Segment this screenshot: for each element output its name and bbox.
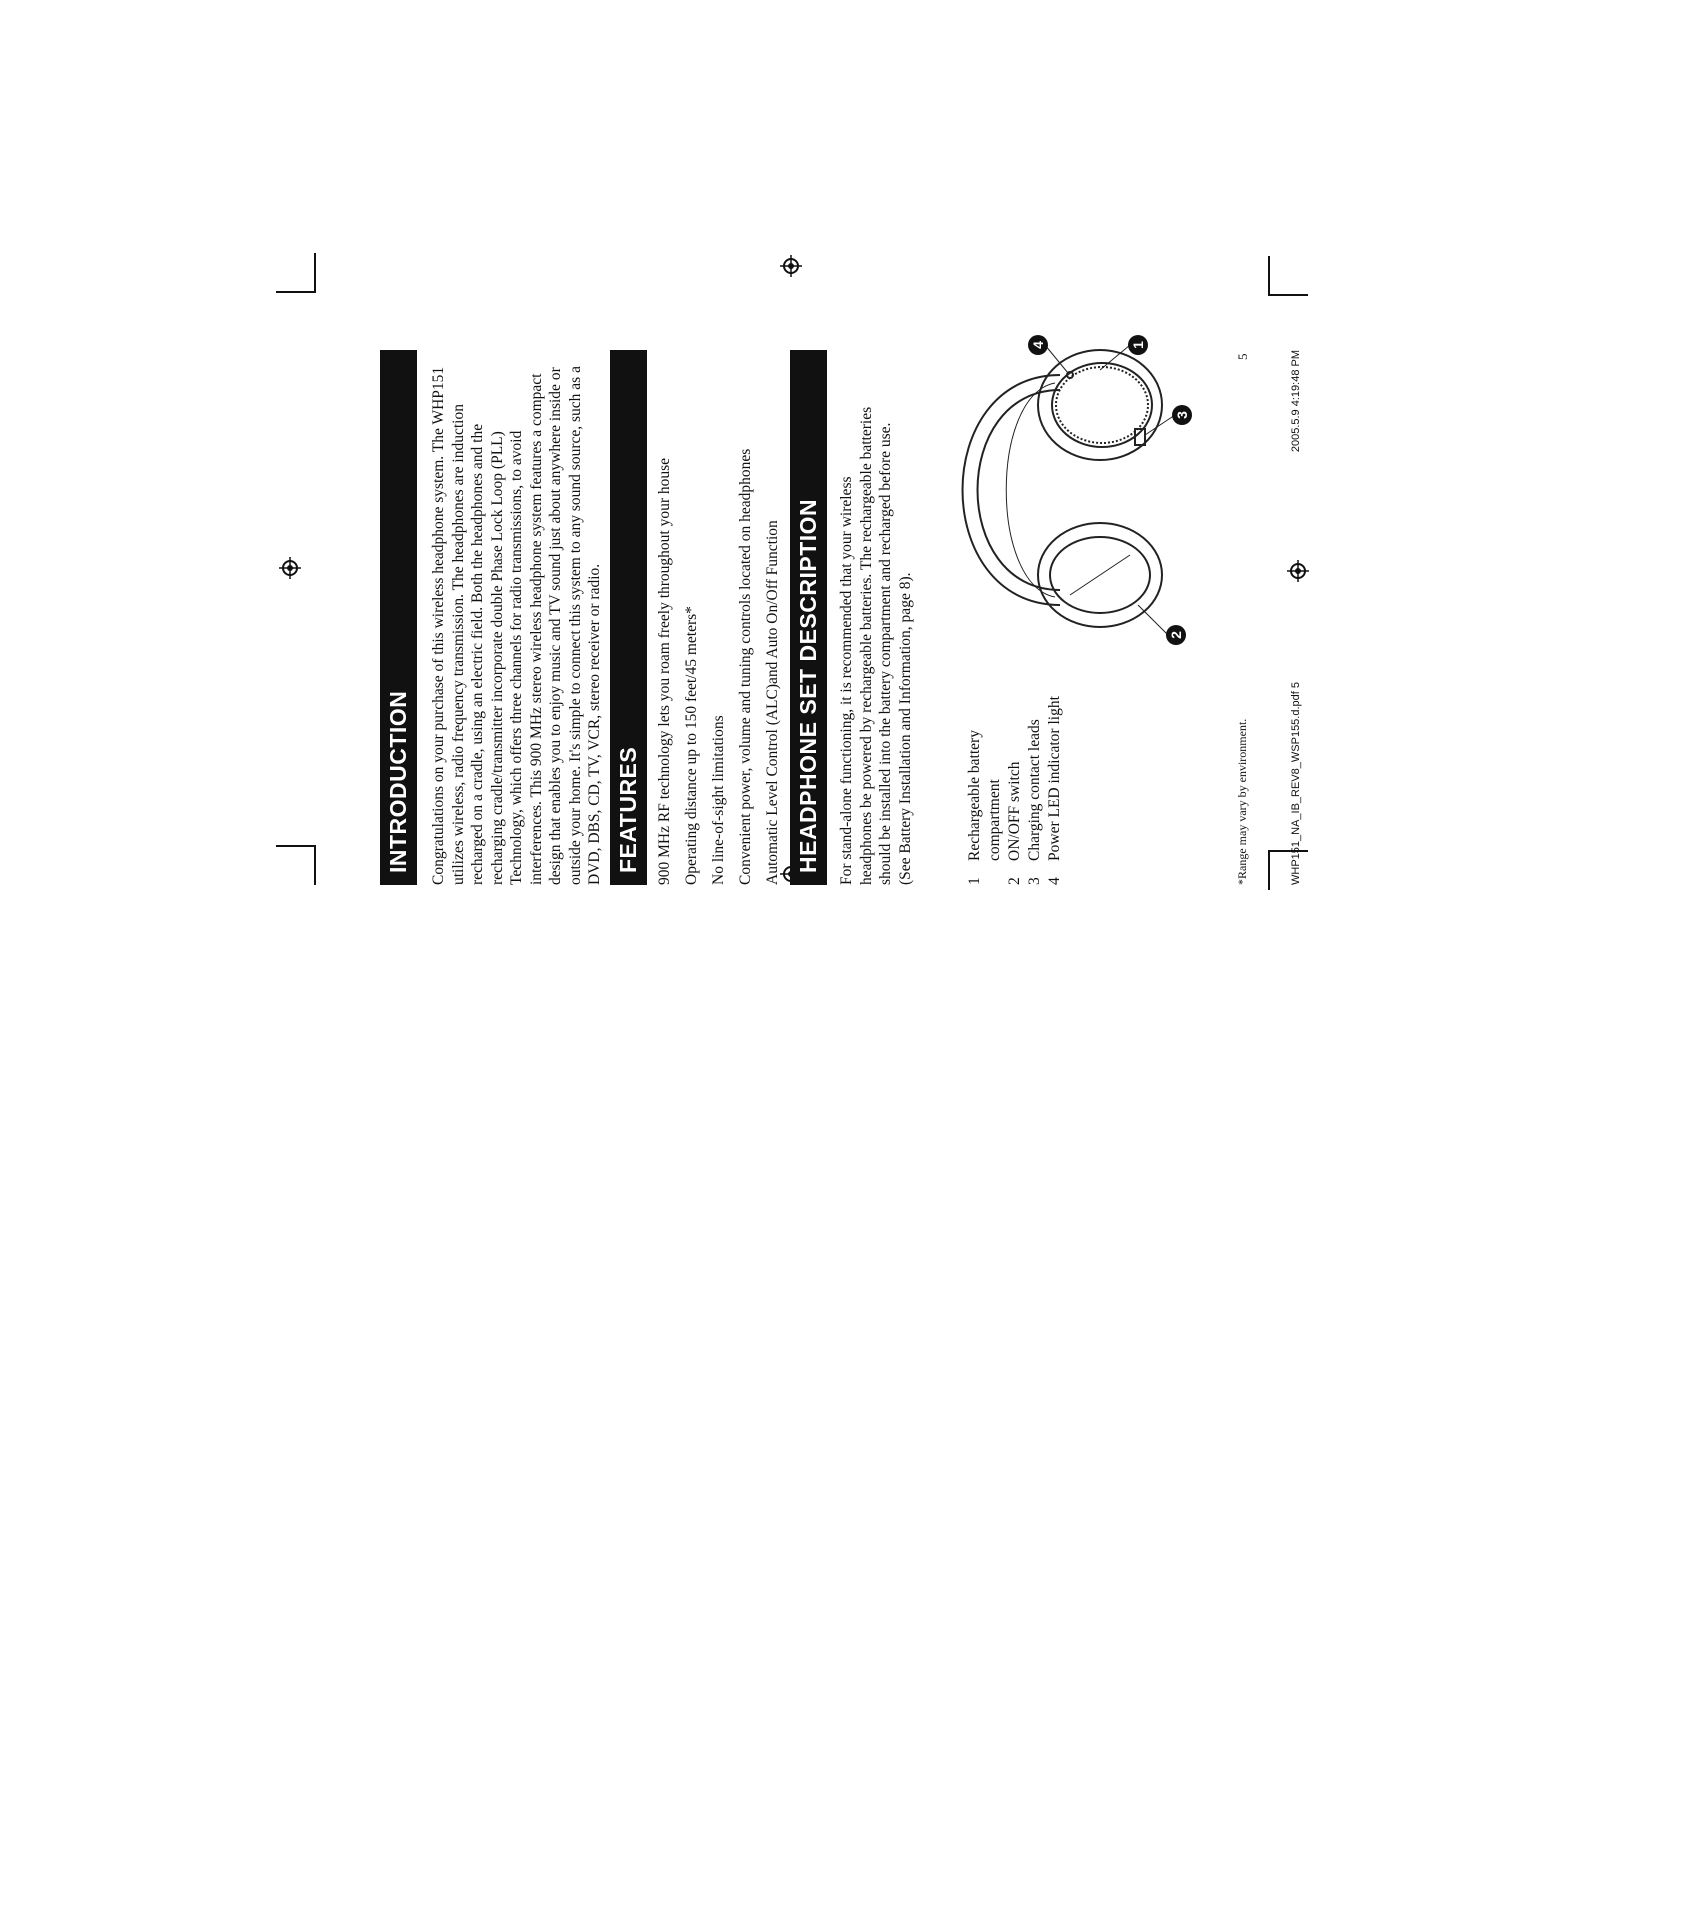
feature-item: Convenient power, volume and tuning controls located on headphones bbox=[737, 448, 754, 885]
footnote: *Range may vary by environment. bbox=[1235, 718, 1249, 885]
page bbox=[380, 341, 1250, 1905]
part-label: Rechargeable battery compartment bbox=[966, 730, 1003, 861]
registration-mark-icon bbox=[780, 255, 802, 277]
callout-4 bbox=[1028, 335, 1068, 373]
part-number: 1 bbox=[966, 877, 983, 885]
part-label: Charging contact leads bbox=[1026, 719, 1043, 861]
svg-text:1: 1 bbox=[1130, 341, 1146, 349]
headphone-set-text: For stand-alone functioning, it is recommended that your wireless headphones be powered by rechargeable batteries. The rechargeable batteries should be installed into the battery compartment and recharged before use. (See Battery Installation and Information, page 8). bbox=[838, 406, 914, 885]
part-label: ON/OFF switch bbox=[1006, 761, 1023, 861]
svg-text:3: 3 bbox=[1174, 411, 1190, 419]
svg-text:2: 2 bbox=[1168, 631, 1184, 639]
list-item bbox=[1025, 665, 1045, 885]
page-content bbox=[380, 341, 1400, 885]
features-list bbox=[651, 350, 786, 885]
part-number: 3 bbox=[1026, 877, 1043, 885]
headphone-set-heading: HEADPHONE SET DESCRIPTION bbox=[790, 350, 827, 885]
part-number: 4 bbox=[1046, 877, 1063, 885]
crop-mark bbox=[314, 253, 316, 293]
list-item bbox=[1005, 665, 1025, 885]
part-number: 2 bbox=[1006, 877, 1023, 885]
feature-item: Operating distance up to 150 feet/45 meters* bbox=[683, 606, 700, 885]
crop-mark bbox=[276, 291, 316, 293]
registration-mark-icon bbox=[279, 557, 301, 579]
slug-file: WHP151_NA_IB_REV8_WSP155.d.pdf 5 bbox=[1290, 681, 1302, 885]
introduction-heading: INTRODUCTION bbox=[380, 350, 417, 885]
slug-timestamp: 2005.5.9 4:19:48 PM bbox=[1290, 350, 1302, 453]
introduction-text: Congratulations on your purchase of this wireless headphone system. The WHP151 utilizes wireless, radio frequency transmission. The headphones are induction recharged on a cradle, using an electric field. Both the headphones and the recharging cradle/transmitter incorporate double Phase Lock Loop (PLL) Technology, which offers three channels for radio transmissions, to avoid interferences. This 900 MHz stereo wireless headphone system features a compact design that enables you to enjoy music and TV sound just about anywhere inside or outside your home. It's simple to connect this system to any sound source, such as a DVD, DBS, CD, TV, VCR, stereo receiver or radio. bbox=[430, 366, 603, 885]
features-section bbox=[610, 350, 786, 885]
features-heading: FEATURES bbox=[610, 350, 647, 885]
svg-text:4: 4 bbox=[1030, 341, 1046, 349]
crop-mark bbox=[1268, 256, 1270, 296]
crop-mark bbox=[276, 845, 316, 847]
parts-list bbox=[965, 665, 1065, 885]
slug-line bbox=[1290, 350, 1310, 885]
feature-item: Automatic Level Control (ALC)and Auto On/Off Function bbox=[764, 520, 781, 885]
introduction-section bbox=[380, 350, 605, 885]
page-number: 5 bbox=[1235, 353, 1250, 360]
list-item bbox=[1045, 665, 1065, 885]
crop-mark bbox=[314, 845, 316, 885]
list-item bbox=[965, 665, 1005, 885]
feature-item: 900 MHz RF technology lets you roam freely throughout your house bbox=[656, 457, 673, 885]
part-label: Power LED indicator light bbox=[1046, 696, 1063, 861]
crop-mark bbox=[1268, 294, 1308, 296]
headphones-illustration-icon bbox=[870, 335, 1200, 645]
feature-item: No line-of-sight limitations bbox=[710, 715, 727, 885]
